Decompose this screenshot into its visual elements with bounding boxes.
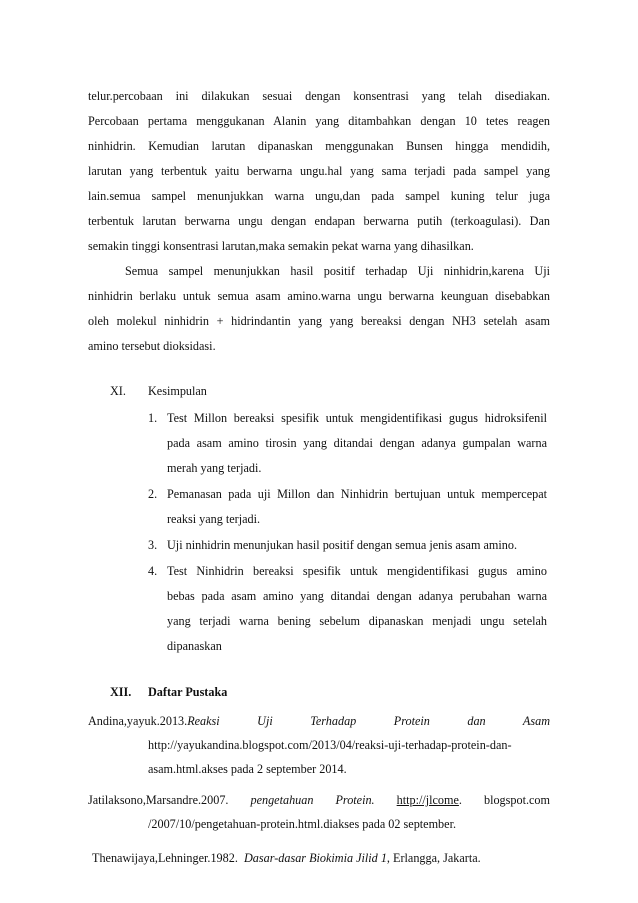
list-item-line: Test Millon bereaksi spesifik untuk mengidentifikasi gugus hidroksifenil <box>167 411 547 425</box>
reference-tail: , Erlangga, Jakarta. <box>386 851 481 865</box>
paragraph-line: terbentuk larutan berwarna ungu dengan endapan berwarna putih (terkoagulasi). Dan <box>88 214 550 228</box>
reference-title: pengetahuan Protein. <box>250 793 375 807</box>
list-item-number: 2. <box>148 487 158 501</box>
paragraph-line: larutan yang terbentuk yaitu berwarna ungu.hal yang sama terjadi pada sampel yang <box>88 164 550 178</box>
list-item-number: 4. <box>148 564 158 578</box>
list-item-line: pada asam amino tirosin yang ditandai dengan adanya gumpalan warna <box>167 436 547 450</box>
section-title: Daftar Pustaka <box>148 685 228 699</box>
list-item-line: reaksi yang terjadi. <box>167 512 261 526</box>
list-item-number: 3. <box>148 538 158 552</box>
reference-link[interactable]: http://jlcome <box>396 793 459 807</box>
reference-url: http://yayukandina.blogspot.com/2013/04/reaksi-uji-terhadap-protein-dan- <box>148 738 512 752</box>
reference-author: Thenawijaya,Lehninger.1982. <box>92 851 238 865</box>
section-number: XII. <box>110 685 132 699</box>
section-number: XI. <box>110 384 126 398</box>
reference-title: Reaksi Uji Terhadap Protein dan Asam <box>187 714 550 728</box>
reference-access: asam.html.akses pada 2 september 2014. <box>148 762 347 776</box>
paragraph-line: Percobaan pertama menggukanan Alanin yang ditambahkan dengan 10 tetes reagen <box>88 114 550 128</box>
reference-author: Andina,yayuk.2013. <box>88 714 188 728</box>
list-item-line: bebas pada asam amino yang ditandai dengan adanya perubahan warna <box>167 589 547 603</box>
paragraph-line: Semua sampel menunjukkan hasil positif terhadap Uji ninhidrin,karena Uji <box>125 264 550 278</box>
list-item-line: Test Ninhidrin bereaksi spesifik untuk mengidentifikasi gugus amino <box>167 564 547 578</box>
list-item-line: merah yang terjadi. <box>167 461 262 475</box>
paragraph-line: amino tersebut dioksidasi. <box>88 339 216 353</box>
paragraph-line: semakin tinggi konsentrasi larutan,maka semakin pekat warna yang dihasilkan. <box>88 239 474 253</box>
reference-punctuation: . <box>458 793 462 807</box>
reference-title: Dasar-dasar Biokimia Jilid 1 <box>243 851 387 865</box>
reference-entry <box>92 850 554 866</box>
list-item-line: Uji ninhidrin menunjukan hasil positif dengan semua jenis asam amino. <box>167 538 517 552</box>
reference-author: Jatilaksono,Marsandre.2007. <box>88 793 229 807</box>
reference-entry <box>88 713 550 729</box>
reference-entry <box>88 792 550 808</box>
list-item-line: dipanaskan <box>167 639 222 653</box>
paragraph-line: oleh molekul ninhidrin + hidrindantin yang yang bereaksi dengan NH3 setelah asam <box>88 314 550 328</box>
paragraph-line: ninhidrin. Kemudian larutan dipanaskan menggunakan Bunsen hingga mendidih, <box>88 139 550 153</box>
list-item-line: Pemanasan pada uji Millon dan Ninhidrin bertujuan untuk mempercepat <box>167 487 547 501</box>
section-title: Kesimpulan <box>148 384 207 398</box>
paragraph-line: lain.semua sampel menunjukkan warna ungu,dan pada sampel kuning telur juga <box>88 189 550 203</box>
reference-url: /2007/10/pengetahuan-protein.html.diakses pada 02 september. <box>148 817 456 831</box>
list-item-number: 1. <box>148 411 158 425</box>
paragraph-line: ninhidrin berlaku untuk semua asam amino.warna ungu berwarna keunguan disebabkan <box>88 289 550 303</box>
paragraph-line: telur.percobaan ini dilakukan sesuai dengan konsentrasi yang telah disediakan. <box>88 89 550 103</box>
reference-tail: blogspot.com <box>483 793 550 807</box>
list-item-line: yang terjadi warna bening sebelum dipanaskan menjadi ungu setelah <box>167 614 547 628</box>
